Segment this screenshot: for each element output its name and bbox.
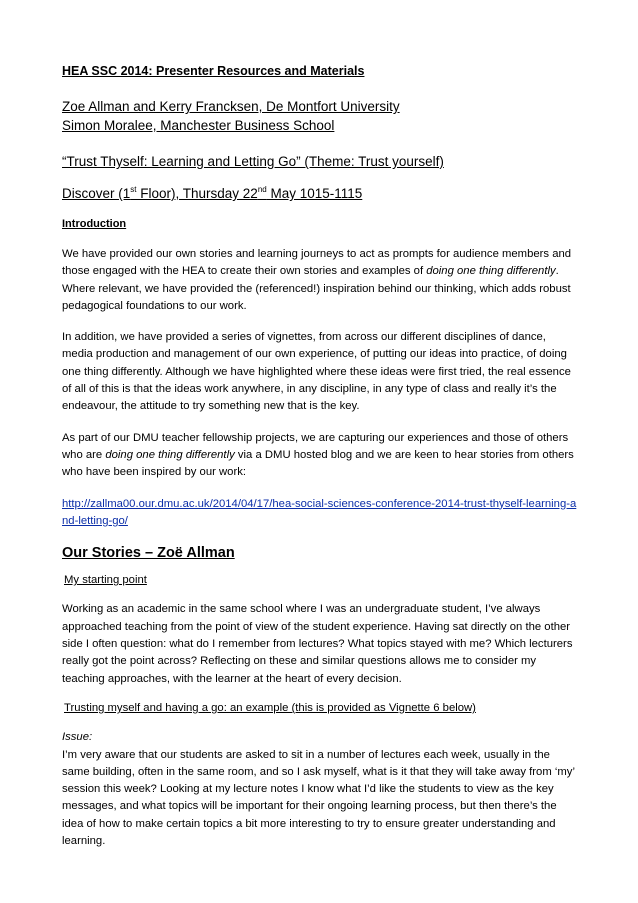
- our-stories-heading: Our Stories – Zoë Allman: [62, 545, 235, 562]
- trusting-myself-subheading: Trusting myself and having a go: an example (this is provided as Vignette 6 below): [64, 701, 476, 714]
- issue-label: Issue:: [62, 731, 93, 744]
- blog-link[interactable]: http://zallma00.our.dmu.ac.uk/2014/04/17/hea-social-sciences-conference-2014-trust-thyself-learning-and-letting-go/: [62, 497, 577, 527]
- session-title: “Trust Thyself: Learning and Letting Go” (Theme: Trust yourself): [62, 154, 444, 169]
- my-starting-point-subheading: My starting point: [64, 574, 147, 587]
- intro-paragraph-3: As part of our DMU teacher fellowship projects, we are capturing our experiences and those of others who are doing one thing differently via a DMU hosted blog and we are keen to hear stories from others who have been inspired by our work:: [62, 431, 574, 479]
- document-title: HEA SSC 2014: Presenter Resources and Materials: [62, 64, 365, 78]
- introduction-heading: Introduction: [62, 218, 127, 230]
- author-line-2: Simon Moralee, Manchester Business School: [62, 118, 335, 133]
- session-location: Discover (1st Floor), Thursday 22nd May 1015-1115: [62, 185, 363, 201]
- issue-paragraph: I’m very aware that our students are asked to sit in a number of lectures each week, usually in the same building, often in the same room, and so I ask myself, what is it that they will take away from ‘my’ session this week? Looking at my lecture notes I know what I’d like the students to view as the key messages, and what topics will be important for their ongoing learning process, but then there’s the idea of how to make certain topics a bit more interesting to try to ensure greater understanding and learning.: [62, 748, 575, 848]
- author-line-1: Zoe Allman and Kerry Francksen, De Montfort University: [62, 99, 400, 114]
- intro-paragraph-2: In addition, we have provided a series of vignettes, from across our different disciplines of dance, media production and management of our own experience, of putting our ideas into practice, of doing one thing differently. Although we have highlighted where these ideas were first tried, the real essence of all of this is that the ideas work anywhere, in any discipline, in any type of class and really it’s the endeavour, the attitude to try something new that is the key.: [62, 331, 571, 413]
- intro-paragraph-1: We have provided our own stories and learning journeys to act as prompts for audience members and those engaged with the HEA to create their own stories and examples of doing one thing differently. Where relevant, we have provided the (referenced!) inspiration behind our thinking, which adds robust pedagogical foundations to our work.: [62, 248, 572, 312]
- starting-point-paragraph: Working as an academic in the same school where I was an undergraduate student, I’ve always approached teaching from the point of view of the student experience. Having sat directly on the other side I often question: what do I remember from lectures? What topics stayed with me? Which lecturers really got the point across? Reflecting on these and similar questions allows me to consider my teaching approaches, with the learner at the heart of every decision.: [62, 603, 573, 685]
